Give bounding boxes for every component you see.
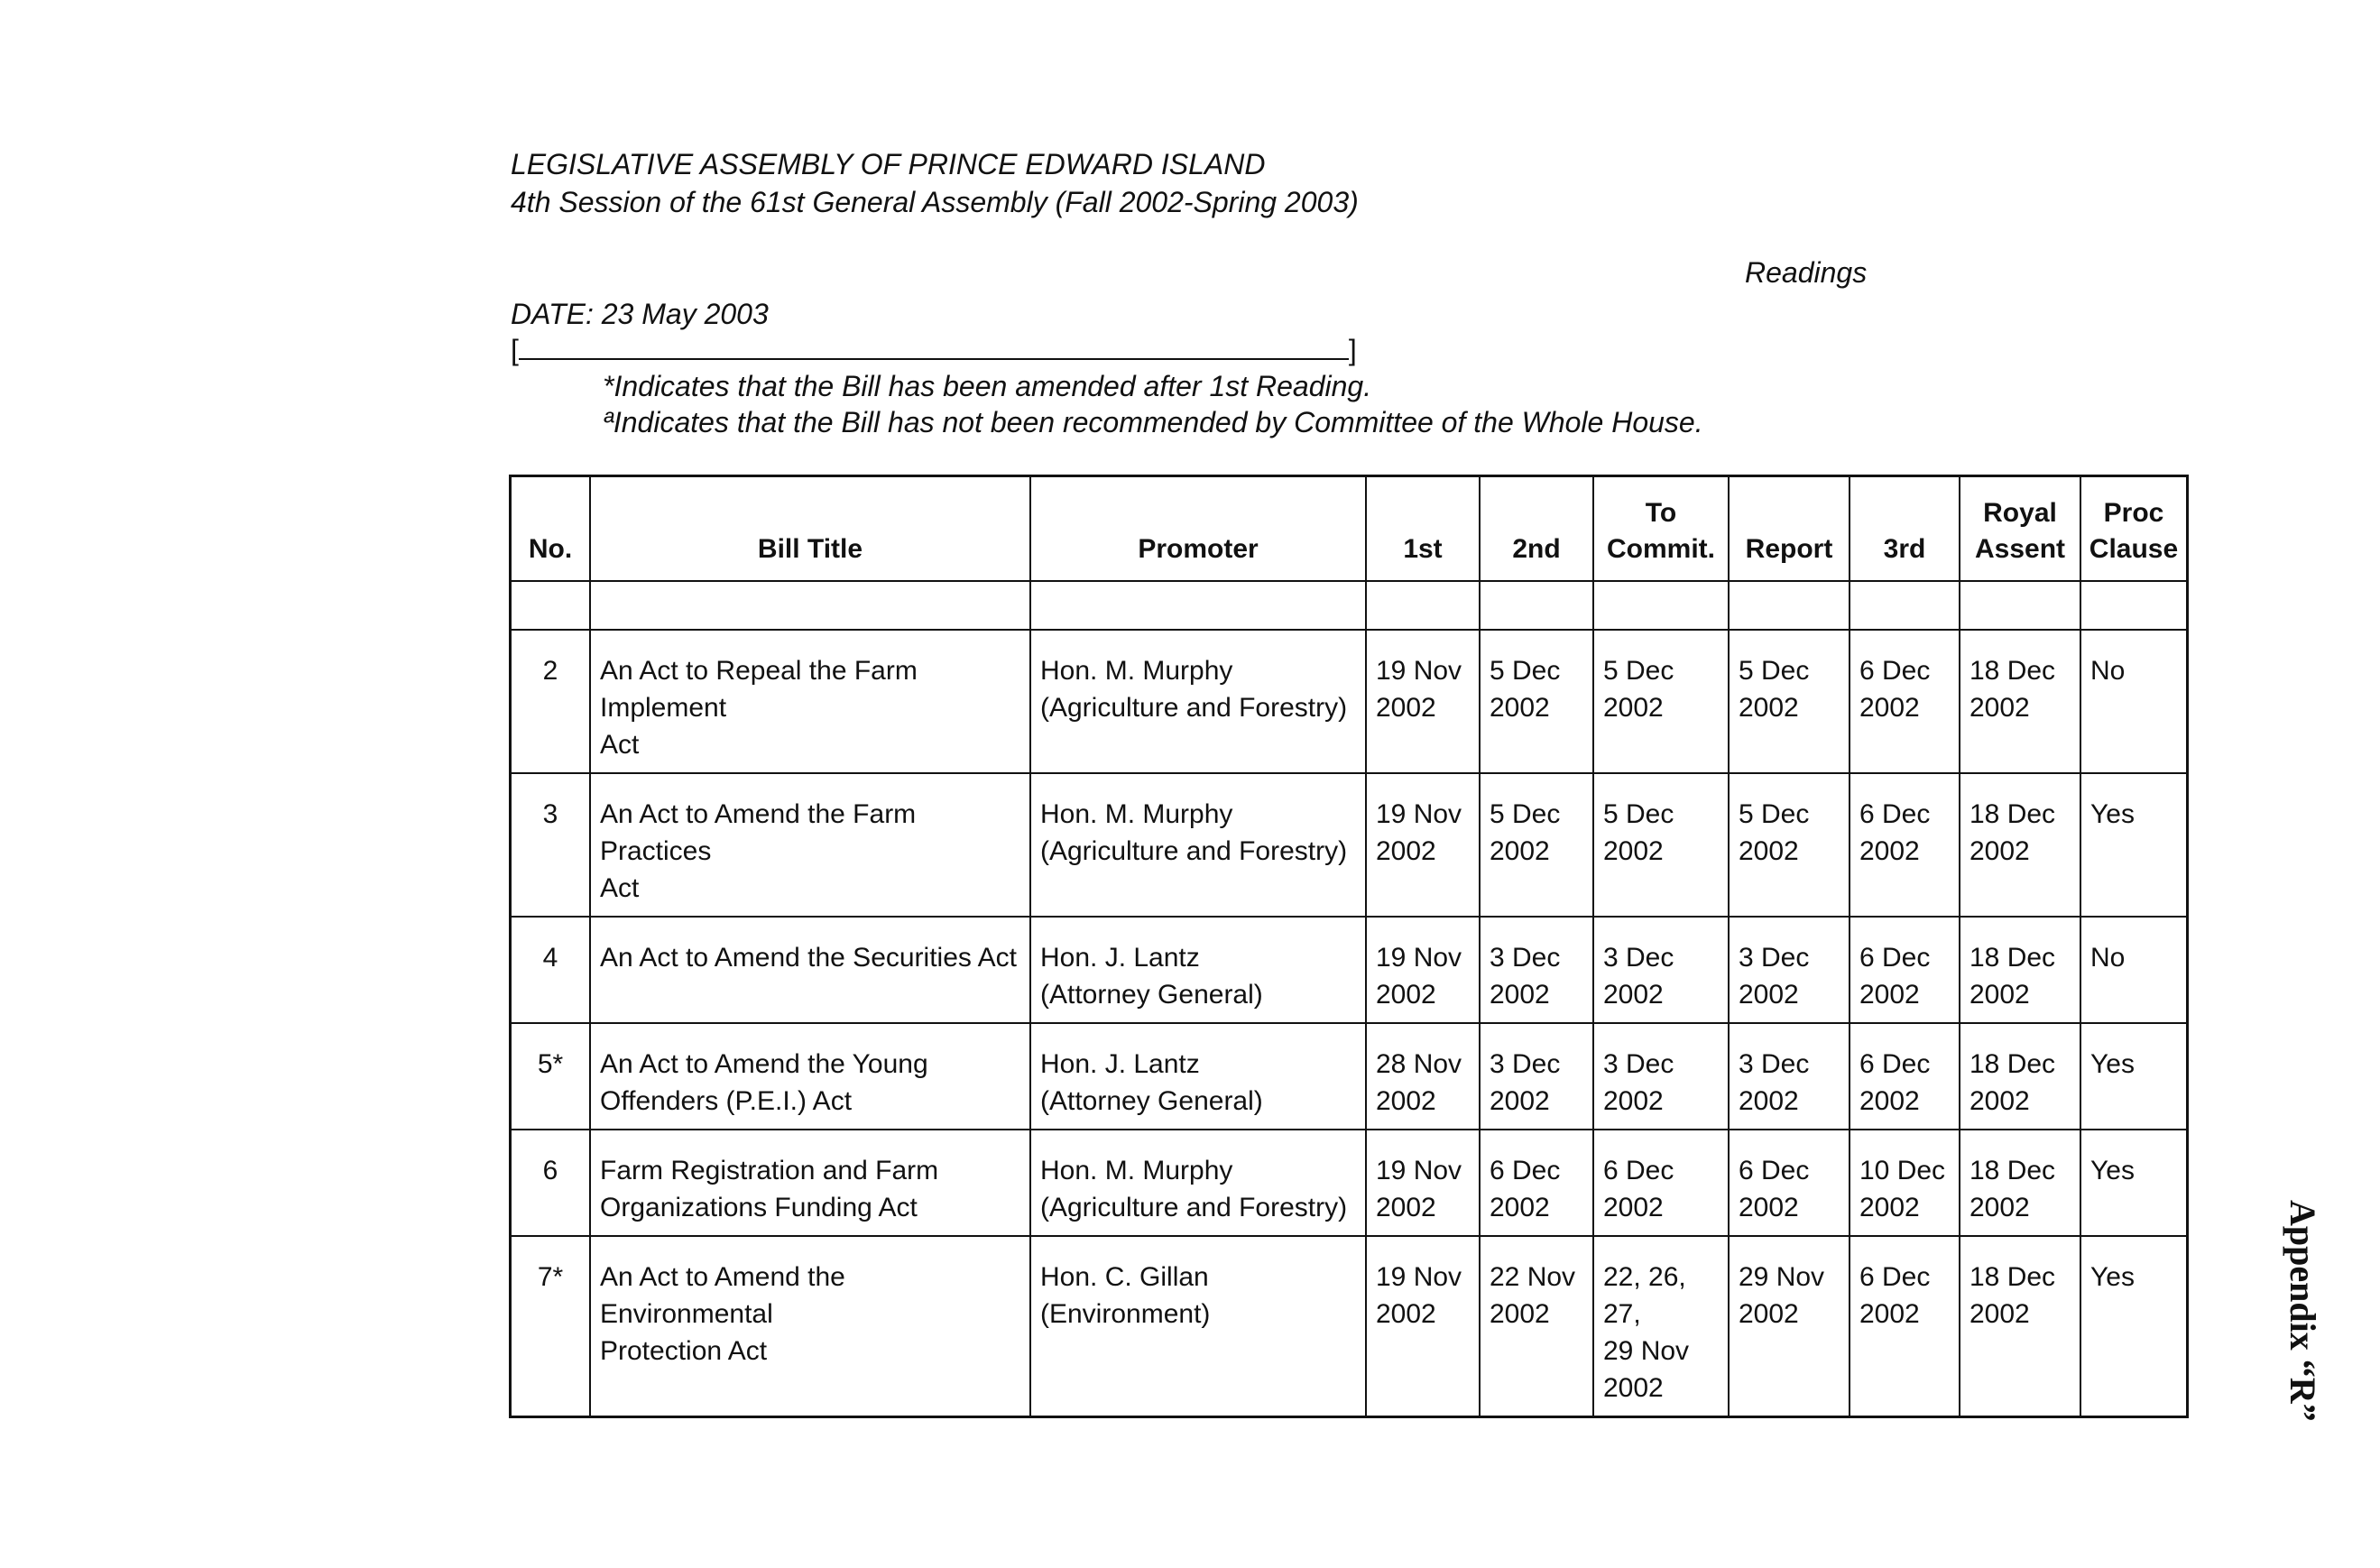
to-commit-date: 6 Dec 2002	[1593, 1130, 1729, 1236]
blank-cell	[511, 581, 591, 630]
table-row	[511, 630, 2188, 773]
assembly-title: LEGISLATIVE ASSEMBLY OF PRINCE EDWARD ISLAND	[511, 148, 1266, 180]
to-commit-date: 5 Dec 2002	[1593, 630, 1729, 773]
first-reading-date: 19 Nov 2002	[1366, 630, 1480, 773]
to-commit-date: 5 Dec 2002	[1593, 773, 1729, 917]
third-reading-date: 10 Dec 2002	[1850, 1130, 1960, 1236]
proc-clause-value: No	[2080, 917, 2188, 1023]
bill-number: 6	[511, 1130, 591, 1236]
header-promoter: Promoter	[1030, 476, 1366, 582]
report-date-cell: 3 Dec 2002	[1729, 917, 1850, 1023]
table-header-row	[511, 476, 2188, 582]
third-reading-date: 6 Dec 2002	[1850, 773, 1960, 917]
blank-cell	[2080, 581, 2188, 630]
note-not-recommended-marker: ª	[603, 406, 613, 438]
note-amended-text: Indicates that the Bill has been amended after 1st Reading.	[613, 370, 1372, 402]
report-date: DATE: 23 May 2003	[511, 298, 769, 330]
bill-number: 2	[511, 630, 591, 773]
note-not-recommended	[603, 406, 1703, 439]
header-to-commit-line1: To	[1645, 498, 1677, 528]
header-third-reading: 3rd	[1850, 476, 1960, 582]
blank-cell	[1480, 581, 1593, 630]
royal-assent-date: 18 Dec 2002	[1960, 1023, 2080, 1130]
bill-promoter: Hon. M. Murphy (Agriculture and Forestry)	[1030, 630, 1366, 773]
bill-title: An Act to Repeal the Farm Implement Act	[590, 630, 1030, 773]
header-first-reading: 1st	[1366, 476, 1480, 582]
report-date-cell: 5 Dec 2002	[1729, 773, 1850, 917]
third-reading-date: 6 Dec 2002	[1850, 1023, 1960, 1130]
royal-assent-date: 18 Dec 2002	[1960, 630, 2080, 773]
bill-number: 7*	[511, 1236, 591, 1417]
second-reading-date: 5 Dec 2002	[1480, 630, 1593, 773]
header-royal-assent	[1960, 476, 2080, 582]
third-reading-date: 6 Dec 2002	[1850, 630, 1960, 773]
header-proc-clause	[2080, 476, 2188, 582]
bill-promoter: Hon. J. Lantz (Attorney General)	[1030, 917, 1366, 1023]
blank-cell	[1850, 581, 1960, 630]
third-reading-date: 6 Dec 2002	[1850, 1236, 1960, 1417]
bill-title: An Act to Amend the Environmental Protection Act	[590, 1236, 1030, 1417]
blank-cell	[1030, 581, 1366, 630]
blank-cell	[590, 581, 1030, 630]
second-reading-date: 3 Dec 2002	[1480, 1023, 1593, 1130]
header-report: Report	[1729, 476, 1850, 582]
blank-underline	[519, 340, 1349, 360]
bill-promoter: Hon. M. Murphy (Agriculture and Forestry)	[1030, 773, 1366, 917]
readings-heading: Readings	[1745, 256, 1868, 289]
proc-clause-value: Yes	[2080, 1236, 2188, 1417]
first-reading-date: 19 Nov 2002	[1366, 1130, 1480, 1236]
bracket-close: ]	[1348, 334, 1357, 366]
blank-row	[511, 581, 2188, 630]
table-row	[511, 773, 2188, 917]
first-reading-date: 19 Nov 2002	[1366, 773, 1480, 917]
first-reading-date: 19 Nov 2002	[1366, 1236, 1480, 1417]
header-second-reading: 2nd	[1480, 476, 1593, 582]
bill-title: Farm Registration and Farm Organizations Funding Act	[590, 1130, 1030, 1236]
third-reading-date: 6 Dec 2002	[1850, 917, 1960, 1023]
to-commit-date: 22, 26, 27, 29 Nov 2002	[1593, 1236, 1729, 1417]
table-row	[511, 1023, 2188, 1130]
second-reading-date: 22 Nov 2002	[1480, 1236, 1593, 1417]
note-amended	[603, 370, 1371, 403]
bill-number: 5*	[511, 1023, 591, 1130]
header-royal-assent-line1: Royal	[1983, 498, 2057, 528]
bracket-open: [	[511, 334, 519, 366]
second-reading-date: 6 Dec 2002	[1480, 1130, 1593, 1236]
bill-promoter: Hon. M. Murphy (Agriculture and Forestry)	[1030, 1130, 1366, 1236]
first-reading-date: 28 Nov 2002	[1366, 1023, 1480, 1130]
header-proc-clause-line1: Proc	[2103, 498, 2164, 528]
bill-number: 4	[511, 917, 591, 1023]
note-amended-marker: *	[603, 370, 614, 402]
bill-title: An Act to Amend the Securities Act	[590, 917, 1030, 1023]
note-not-recommended-text: Indicates that the Bill has not been recommended by Committee of the Whole House.	[613, 406, 1703, 438]
blank-cell	[1960, 581, 2080, 630]
report-date-cell: 6 Dec 2002	[1729, 1130, 1850, 1236]
proc-clause-value: Yes	[2080, 773, 2188, 917]
blank-cell	[1366, 581, 1480, 630]
proc-clause-value: No	[2080, 630, 2188, 773]
header-bill-title: Bill Title	[590, 476, 1030, 582]
table-row	[511, 1130, 2188, 1236]
first-reading-date: 19 Nov 2002	[1366, 917, 1480, 1023]
proc-clause-value: Yes	[2080, 1130, 2188, 1236]
table-row	[511, 917, 2188, 1023]
to-commit-date: 3 Dec 2002	[1593, 917, 1729, 1023]
second-reading-date: 5 Dec 2002	[1480, 773, 1593, 917]
report-date-cell: 5 Dec 2002	[1729, 630, 1850, 773]
header-no: No.	[511, 476, 591, 582]
header-to-commit	[1593, 476, 1729, 582]
session-subtitle: 4th Session of the 61st General Assembly (Fall 2002-Spring 2003)	[511, 186, 1359, 218]
report-date-cell: 29 Nov 2002	[1729, 1236, 1850, 1417]
table-row	[511, 1236, 2188, 1417]
bill-promoter: Hon. J. Lantz (Attorney General)	[1030, 1023, 1366, 1130]
proc-clause-value: Yes	[2080, 1023, 2188, 1130]
second-reading-date: 3 Dec 2002	[1480, 917, 1593, 1023]
bill-title: An Act to Amend the Farm Practices Act	[590, 773, 1030, 917]
header-to-commit-line2: Commit.	[1607, 534, 1715, 564]
blank-cell	[1729, 581, 1850, 630]
royal-assent-date: 18 Dec 2002	[1960, 1236, 2080, 1417]
bill-number: 3	[511, 773, 591, 917]
bill-promoter: Hon. C. Gillan (Environment)	[1030, 1236, 1366, 1417]
royal-assent-date: 18 Dec 2002	[1960, 1130, 2080, 1236]
report-date-cell: 3 Dec 2002	[1729, 1023, 1850, 1130]
blank-bracket-field	[511, 334, 1357, 367]
blank-cell	[1593, 581, 1729, 630]
bill-title: An Act to Amend the Young Offenders (P.E.I.) Act	[590, 1023, 1030, 1130]
appendix-side-label: Appendix “R”	[2283, 1200, 2323, 1422]
to-commit-date: 3 Dec 2002	[1593, 1023, 1729, 1130]
header-royal-assent-line2: Assent	[1974, 534, 2066, 564]
header-proc-clause-line2: Clause	[2089, 534, 2179, 564]
royal-assent-date: 18 Dec 2002	[1960, 917, 2080, 1023]
royal-assent-date: 18 Dec 2002	[1960, 773, 2080, 917]
bills-table	[509, 475, 2189, 1418]
